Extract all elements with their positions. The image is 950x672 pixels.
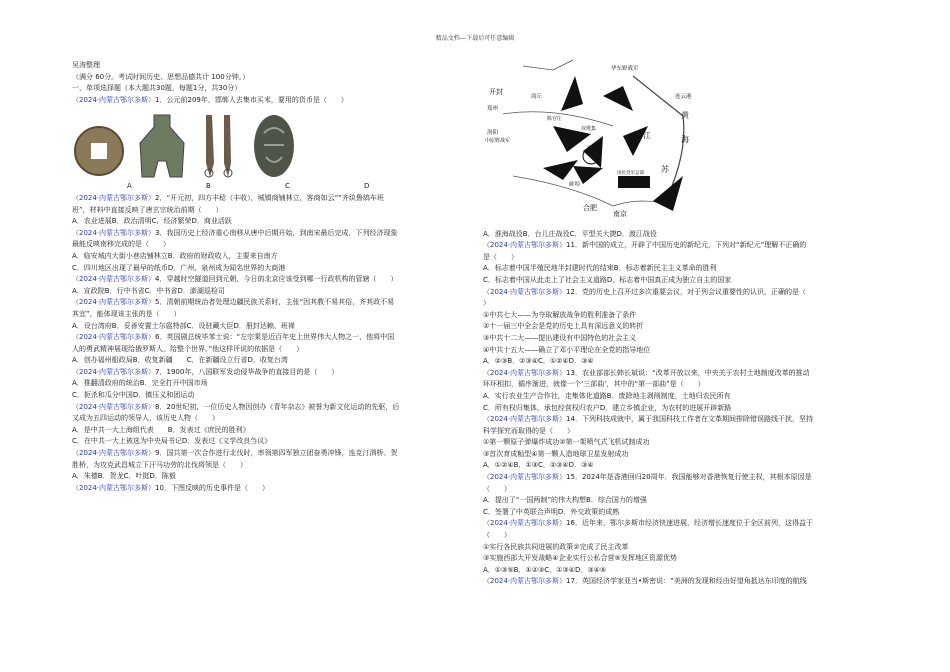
- question-11: （2024·内蒙古鄂尔多斯）11．新中国的成立，开辟了中国历史的新纪元，下列对“新纪元”理解不正确的: [483, 241, 807, 250]
- map-label-kaifeng: 开封: [489, 88, 503, 96]
- coin-b-image: [136, 113, 188, 179]
- author: 吴涛整理: [72, 61, 100, 69]
- question-13-options-1: A．实行农业生产合作社，走集体化道路B．废除地主剥削制度，土地归农民所有: [483, 391, 731, 400]
- question-14: （2024·内蒙古鄂尔多斯）14．下列科技成就中，属于我国科技工作者在文革期间排除错误路线干扰，坚持: [483, 415, 813, 424]
- question-15-options-2: C．签署了中英联合声明D．外交政策的成熟: [483, 507, 620, 516]
- map-label-luoyang: 洛阳: [487, 130, 499, 136]
- question-3-options-2: C．四川地区出现了最早的纸币D．广州、泉州成为闻名世界的大商港: [72, 263, 286, 272]
- label-c: C: [285, 182, 290, 191]
- question-3: （2024·内蒙古鄂尔多斯）3．我国历史上经济重心南移从唐中后期开始，到南宋最后完成．下列经济现象: [72, 228, 398, 237]
- question-3-cont: 最能反映南移完成的是（ ）: [72, 240, 170, 249]
- question-5-options: A．设台湾府B．妥善安置土尔扈特部C．设驻藏大臣D．册封达赖、班禅: [72, 321, 295, 330]
- map-label-hefei: 合肥: [583, 204, 597, 212]
- map-label-hai: 海: [681, 135, 689, 144]
- question-11-options-2: C．标志着中国从此走上了社会主义道路D．标志着中国真正成为独立自主的国家: [483, 275, 732, 284]
- question-15-cont: （ ）: [483, 484, 511, 493]
- right-column: [483, 56, 883, 588]
- question-9-options: A．朱德B．贺龙C．叶挺D．陈毅: [72, 472, 176, 481]
- question-11-options-1: A．标志着中国半殖民地半封建时代的结束B．标志着新民主主义革命的胜利: [483, 264, 717, 273]
- question-10-options: A．淮海战役B．台儿庄战役C．平型关大捷D．渡江战役: [483, 229, 657, 238]
- question-16: （2024·内蒙古鄂尔多斯）16．近年来，鄂尔多斯市经济快速进展，经济增长速度位于全区前列，这得益于: [483, 519, 813, 528]
- question-3-options-1: A．临安城内大街小巷店铺林立B．政府的财政收入，主要来自南方: [72, 251, 278, 260]
- label-a: A: [127, 182, 132, 191]
- question-4: （2024·内蒙古鄂尔多斯）4．穿越时空隧道回到元朝，今日的北京应该受到哪一行政机构的管辖（ ）: [72, 275, 398, 284]
- map-label-nanjing: 南京: [613, 210, 627, 218]
- question-12-options: A．②③B．②③④C．①②④D．③④: [483, 357, 594, 366]
- question-6: （2024·内蒙古鄂尔多斯）6．英国剧总统毕苯士说：“左宗棠是近百年史上世界伟大人物之一，他将中国: [72, 333, 395, 342]
- coin-images: [74, 109, 472, 179]
- question-14-item-2: ③首次育成籼型④第一颗人造地球卫星发射成功: [483, 449, 629, 458]
- question-7-options-1: A．推翻清政府的统治B．完全打开中国市场: [72, 379, 208, 388]
- question-2-cont: 班”，材料中直接反映了唐玄宗统治前期（ ）: [72, 205, 223, 214]
- question-14-cont: 科学探究而取得的是（ ）: [483, 426, 574, 435]
- map-label-bengbu: 蚌埠: [569, 182, 581, 188]
- question-7-options-2: C．扼杀和瓜分中国D．镇压义和团运动: [72, 391, 195, 400]
- question-10: （2024·内蒙古鄂尔多斯）10．下图反映的历史事件是（ ）: [72, 483, 269, 492]
- question-16-options: A．①③⑤B．①②③C．①③④D．③④⑤: [483, 565, 607, 574]
- map-label-chenguanzhuang: 陈官庄: [547, 116, 563, 122]
- question-9: （2024·内蒙古鄂尔多斯）9．国共第一次合作进行北伐时，率领第四军独立团奋勇冲锋，连克汀泗桥、贺: [72, 449, 398, 458]
- question-8-options-1: A．是中共一大上海组代表 B．发表过《庶民的胜利》: [72, 425, 250, 434]
- question-2-options: A．农业进展B．政治清明C．经济繁荣D．商业活跃: [72, 217, 232, 226]
- map-label-su: 苏: [661, 165, 669, 174]
- map-label-huadong-army: 华东野战军: [611, 66, 639, 72]
- label-b: B: [206, 182, 211, 191]
- coin-c-image: [200, 113, 240, 179]
- question-12: （2024·内蒙古鄂尔多斯）12．党的历史上召开过多次重要会议，对于列会议重要性的认识，正确的是（: [483, 287, 806, 296]
- map-label-suxian: 宿县: [587, 146, 599, 152]
- question-17: （2024·内蒙古鄂尔多斯）17．英国经济学家亚当•斯密说：“美洲的发现和经由好望角抵达东印度的航线: [483, 577, 807, 586]
- question-8-options-2: C．在中共一大上被选为中央局书记D．发表过《文学改良刍议》: [72, 437, 272, 446]
- question-14-options: A．①②④B．①③C．②③④D．③④: [483, 461, 594, 470]
- map-label-huang: 黄: [681, 111, 689, 120]
- question-8: （2024·内蒙古鄂尔多斯）8．20世纪初，一位历史人物因创办《青年杂志》被誉为新文化运动的先驱，后: [72, 402, 400, 411]
- question-6-cont: 人的勇武精神展现给俄罗斯人，给整个世界。”他这样评说的依据是（ ）: [72, 344, 304, 353]
- question-16-cont: （ ）: [483, 531, 511, 540]
- question-2: （2024·内蒙古鄂尔多斯）2．“开元初，四方丰稔（丰收），城镇商铺林立，客商如云”“齐纨鲁缟车班: [72, 193, 384, 202]
- map-label-lianyungang: 连云港: [675, 94, 692, 100]
- question-6-options: A．创办福州船政局B．收复新疆 C．在新疆设立行省D．收复台湾: [72, 356, 288, 365]
- question-4-options: A．宣政院B．行中书省C．中书省D．澎湖巡检司: [72, 286, 225, 295]
- question-12-item-2: ②十一届三中全会是党的历史上具有深远意义的转折: [483, 322, 644, 331]
- exam-meta: （满分 60分。考试时间历史、思想品德共计 100分钟。）: [72, 72, 250, 81]
- coin-labels: [127, 181, 472, 193]
- question-13-cont: 环环相扣，循序渐进，就像一个‘三部曲’，其中的“第一部曲”是（ ）: [483, 380, 705, 389]
- question-15-options-1: A．提出了“一国两制”的伟大构想B．综合国力的增强: [483, 496, 647, 505]
- question-9-cont: 胜桥，为攻克武昌城立下汗马功劳的北伐将领是（ ）: [72, 460, 247, 469]
- question-12-item-1: ①中共七大——为夺取解放战争的胜利准备了条件: [483, 310, 637, 319]
- coin-a-image: [74, 121, 124, 179]
- coin-d-image: [252, 113, 296, 179]
- question-12-item-4: ④中共十五大——确立了邓小平理论在全党的指导地位: [483, 345, 651, 354]
- question-1: （2024·内蒙古鄂尔多斯）1．公元前209年，邯郸人去集市买米，要用的货币是（ ）: [72, 95, 348, 104]
- map-label-shangqiu: 商丘: [531, 94, 543, 100]
- question-12-item-3: ③中共十二大——提出建设有中国特色的社会主义: [483, 333, 637, 342]
- question-7: （2024·内蒙古鄂尔多斯）7．1900年，八国联军发动侵华战争的直接目的是（ ）: [72, 367, 339, 376]
- map-label-shuangduiji: 双堆集: [581, 126, 597, 132]
- question-14-item-1: ①第一颗原子弹爆炸成功②第一架喷气式飞机试制成功: [483, 438, 650, 447]
- question-5-cont: 其宜”，能体现该主张的是（ ）: [72, 309, 181, 318]
- question-5: （2024·内蒙古鄂尔多斯）5．清朝前期统治者处理边疆民族关系时，主张“因其教不易其俗，齐其政不易: [72, 298, 395, 307]
- question-16-item-1: ①实行各民族共同进展的政策②完成了民主改革: [483, 542, 629, 551]
- question-16-item-2: ③实施西部大开发战略④企业实行公私合营⑤发挥地区资源优势: [483, 554, 677, 563]
- huaihai-campaign-map: [483, 56, 705, 218]
- map-label-jiang: 江: [643, 131, 651, 140]
- map-label-zhongyuan-army: 中原野战军: [485, 138, 511, 144]
- question-12-cont: ）: [483, 299, 490, 308]
- question-13-options-2: C．所有权归集体，承包经营权归农户D．建立乡镇企业，为农村的进展开辟新路: [483, 403, 732, 412]
- map-label-kmt-hq: 国民党军总部: [617, 171, 644, 176]
- section-title: 一、单项选择题（本大题共30题，每题1分，共30分）: [72, 84, 242, 93]
- question-8-cont: 又成为五四运动的领导人，该历史人物（ ）: [72, 414, 219, 423]
- map-label-zhengzhou: 郑州: [487, 106, 499, 112]
- question-13: （2024·内蒙古鄂尔多斯）13．农业部部长韩长斌说：“改革开放以来，中央关于农村土地制度改革的推动: [483, 368, 810, 377]
- question-11-cont: 是（ ）: [483, 252, 518, 261]
- label-d: D: [364, 182, 370, 191]
- question-15: （2024·内蒙古鄂尔多斯）15．2024年是香港回归20周年．我国能够对香港恢复行使主权，其根本原因是: [483, 473, 812, 482]
- page-header: 精品文档---下载后可任意编辑: [435, 35, 515, 42]
- left-column: [72, 60, 472, 494]
